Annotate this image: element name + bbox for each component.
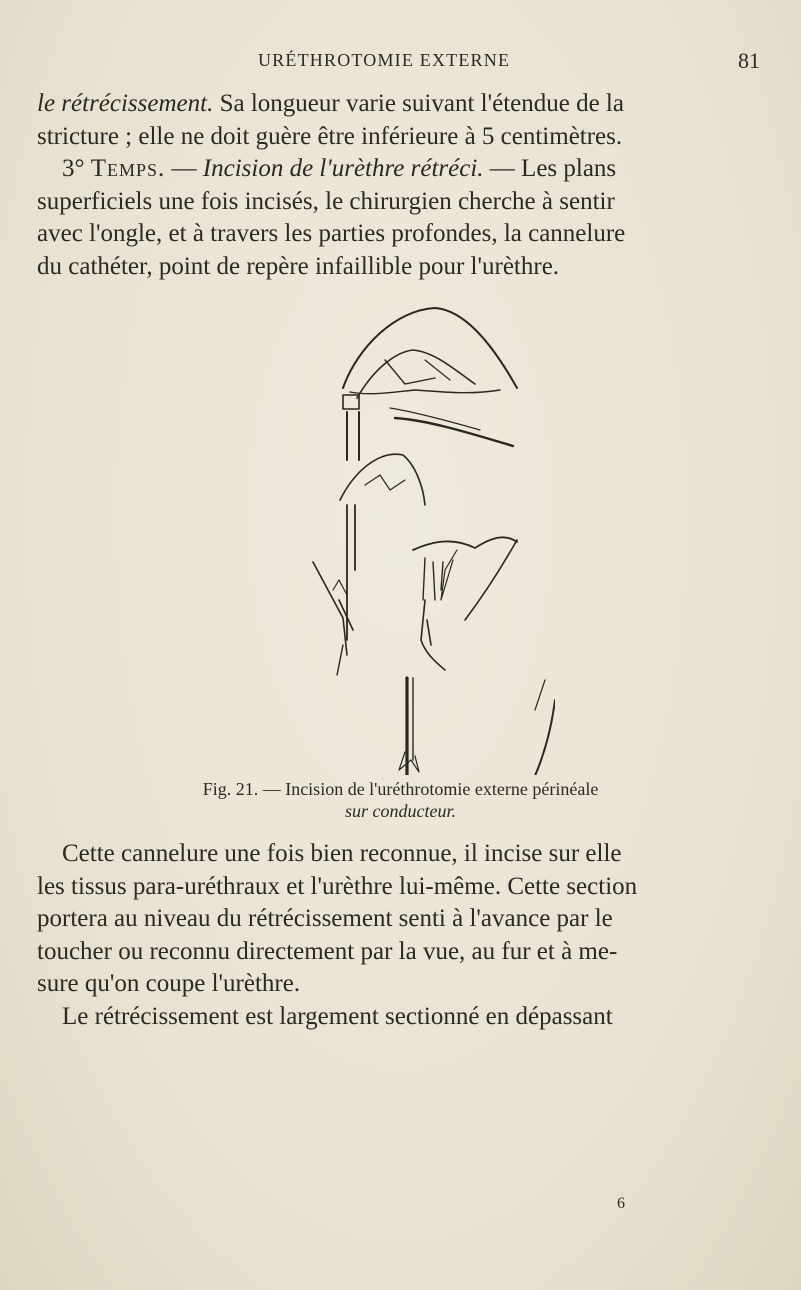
page-number: 81 (738, 48, 760, 73)
bottom-paragraph (37, 838, 772, 1033)
top-paragraph (37, 88, 772, 283)
step-label: Temps. (90, 155, 166, 182)
text-line: stricture ; elle ne doit guère être inférieure à 5 centimètres. (37, 122, 623, 150)
text-line: sure qu'on coupe l'urèthre. (37, 970, 301, 997)
text-line: les tissus para-uréthraux et l'urèthre lui-même. Cette section (37, 872, 638, 900)
step-number: 3° (62, 155, 85, 182)
running-title: URÉTHROTOMIE EXTERNE (258, 50, 511, 70)
text-line: portera au niveau du rétrécissement senti à l'avance par le (37, 905, 613, 932)
text-line: le rétrécissement. Sa longueur varie suivant l'étendue de la (37, 90, 624, 117)
text-line: superficiels une fois incisés, le chirurgien cherche à sentir (37, 187, 615, 215)
step-heading-line: 3° Temps. — Incision de l'urèthre rétréci. — Les plans (62, 155, 617, 182)
text-line: Le rétrécissement est largement sectionné en dépassant (62, 1002, 613, 1030)
step-title: Incision de l'urèthre rétréci. (202, 155, 484, 182)
signature-mark: 6 (617, 1195, 625, 1212)
perineal-incision-icon (295, 300, 555, 775)
figure-caption (0, 778, 801, 822)
text-line: Cette cannelure une fois bien reconnue, il incise sur elle (62, 840, 622, 867)
caption-line-italic: sur conducteur. (345, 801, 456, 821)
text-line: toucher ou reconnu directement par la vue, au fur et à me- (37, 937, 618, 965)
text-line: du cathéter, point de repère infaillible pour l'urèthre. (37, 252, 560, 280)
perineal-incision-figure (295, 300, 555, 775)
text-line: avec l'ongle, et à travers les parties profondes, la cannelure (37, 220, 626, 247)
caption-line: Fig. 21. — Incision de l'uréthrotomie externe périnéale (202, 779, 599, 799)
